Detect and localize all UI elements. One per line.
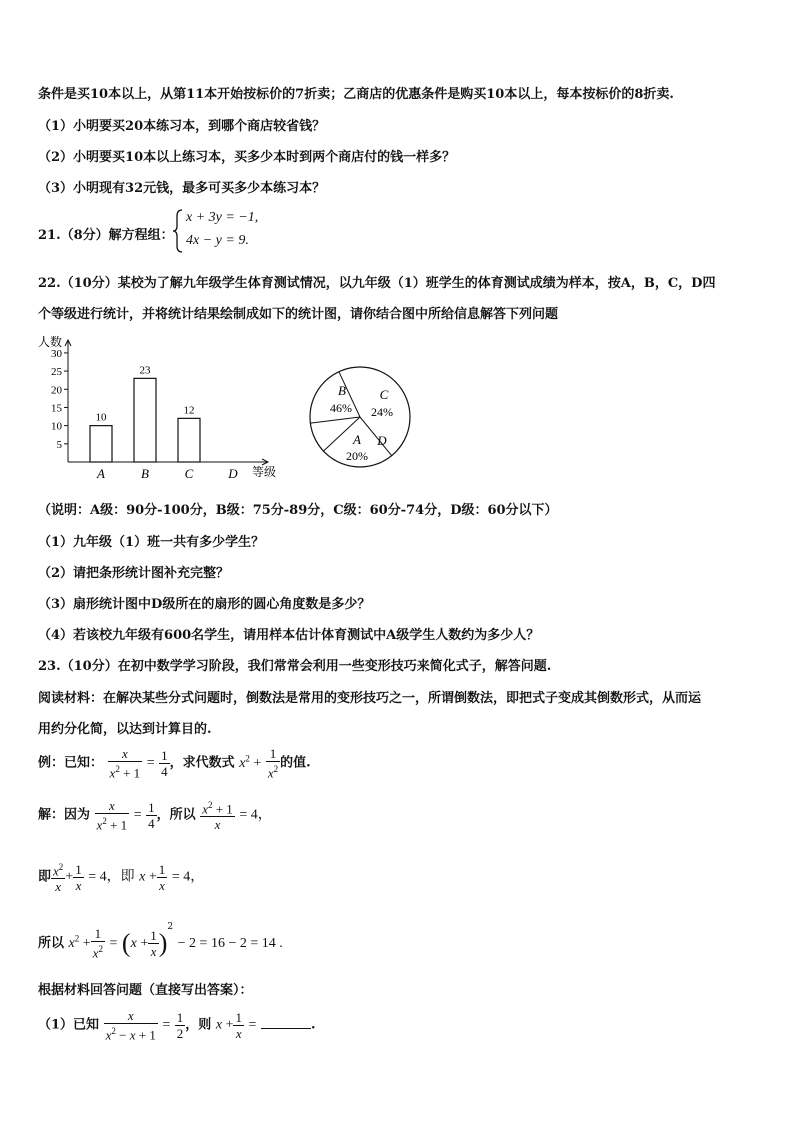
q22-part4: （4）若该校九年级有600名学生，请用样本估计体育测试中A级学生人数约为多少人？: [38, 628, 540, 643]
fraction-one-over-x2: $\frac{1}{x^2}$: [267, 746, 279, 781]
answer-intro: 根据材料回答问题（直接写出答案）：: [38, 983, 253, 998]
x-tick-label: D: [228, 466, 238, 481]
so-prefix: 所以: [38, 936, 65, 951]
left-brace: [172, 208, 184, 254]
bar-value-label: 12: [183, 404, 195, 417]
q22-part1: （1）九年级（1）班一共有多少学生？: [38, 535, 265, 550]
pie-chart: [305, 362, 415, 472]
intro-line: 条件是买10本以上，从第11本开始按标价的7折卖；乙商店的优惠条件是购买10本以上，每本按标价的8折卖.: [38, 87, 674, 102]
y-axis-label: 人数: [38, 335, 63, 349]
fraction-x-over-x2plus1: $\frac{x}{x^2 + 1}$: [96, 798, 128, 833]
q20-part2: （2）小明要买10本以上练习本，买多少本时到两个商店付的钱一样多？: [38, 150, 456, 165]
so-tail: − 2 = 16 − 2 = 14 .: [177, 936, 283, 951]
expr-x2: $x^2$ +: [239, 753, 262, 771]
y-tick-label: 20: [51, 384, 62, 397]
q20-part3: （3）小明现有32元钱，最多可买多少本练习本？: [38, 181, 326, 196]
pie-percent-C: 24%: [371, 405, 393, 419]
bar-A: [90, 426, 112, 462]
q22-line2: 个等级进行统计，并将统计结果绘制成如下的统计图，请你结合图中所给信息解答下列问题: [38, 307, 559, 322]
equals: =: [133, 807, 142, 823]
fraction-one-over-x: $\frac{1}{x}$: [235, 1009, 242, 1041]
bar-value-label: 23: [139, 364, 151, 377]
equation-system: [172, 208, 282, 254]
q23-line1: 23.（10分）在初中数学学习阶段，我们常常会利用一些变形技巧来简化式子，解答问题.: [38, 659, 552, 674]
equation-2: 4x − y = 9.: [186, 233, 249, 248]
x-tick-label: C: [184, 466, 194, 481]
right-paren: ): [158, 928, 168, 958]
fraction-one-over-x2: $\frac{1}{x^2}$: [92, 926, 103, 961]
fraction-x-over-x2-minus-x-plus1: $\frac{x}{x^2 - x + 1}$: [105, 1008, 156, 1043]
pie-percent-B: 46%: [330, 401, 352, 415]
example-line: [38, 746, 311, 780]
fraction-one-quarter: $\frac{1}{4}$: [161, 747, 168, 779]
solution-line: [38, 798, 272, 832]
y-tick-label: 30: [51, 347, 62, 360]
fraction-x2plus1-over-x: $\frac{x^2 + 1}{x}$: [202, 800, 233, 833]
bar-chart: [30, 330, 290, 485]
fraction-one-over-x: $\frac{1}{x}$: [150, 928, 157, 959]
q23-line2: 阅读材料：在解决某些分式问题时，倒数法是常用的变形技巧之一，所谓倒数法，即把式子变成其倒数形式，从而运: [38, 691, 702, 706]
q1-suffix: .: [310, 1017, 316, 1033]
pie-label-A: A: [353, 432, 361, 447]
example-suffix: 的值.: [280, 755, 311, 771]
q21-label: 21.（8分）解方程组：: [38, 228, 174, 243]
equals: =: [146, 755, 155, 771]
solution-prefix: 解：因为: [38, 807, 91, 823]
fraction-x-over-x2plus1: $\frac{x}{x^2 + 1}$: [109, 746, 141, 781]
solution-suffix: = 4，: [239, 807, 272, 823]
answer-blank[interactable]: [261, 1016, 311, 1029]
pie-label-D: D: [377, 433, 387, 448]
so-line: 所以 $x^2$ + $\frac{1}{x^2}$ = (x + $\frac{1}{x}$ )$^2$ − 2 = 16 − 2 = 14 .: [38, 922, 283, 961]
pie-percent-A: 20%: [346, 449, 368, 463]
x-tick-label: B: [141, 466, 149, 481]
q23-part1: （1）已知 $\frac{x}{x^2 - x + 1}$ = $\frac{1}{2}$ ，则 x + $\frac{1}{x}$ = .: [38, 1008, 316, 1043]
y-tick-label: 10: [51, 420, 62, 433]
fraction-one-quarter: $\frac{1}{4}$: [148, 799, 155, 831]
then-mid: = 4，即: [88, 869, 135, 885]
q22-part2: （2）请把条形统计图补充完整？: [38, 566, 230, 581]
exponent-2: 2: [167, 922, 174, 932]
y-tick-label: 15: [51, 402, 62, 415]
x-axis-label: 等级: [252, 465, 277, 479]
fraction-x2-over-x: $\frac{x^2}{x}$: [53, 862, 64, 895]
expr-x-plus: x +: [139, 869, 157, 885]
fraction-one-over-x: $\frac{1}{x}$: [158, 861, 166, 893]
x-tick-label: A: [97, 466, 105, 481]
y-tick-label: 25: [51, 366, 62, 379]
equation-1: x + 3y = −1,: [186, 210, 259, 225]
q1-prefix: （1）已知: [38, 1017, 100, 1033]
then-prefix: 即: [38, 869, 52, 885]
bar-C: [178, 418, 200, 462]
pie-label-B: B: [338, 383, 346, 398]
left-paren: (: [121, 928, 131, 958]
example-mid: ，求代数式: [169, 755, 235, 771]
expr-x2-plus: $x^2$ +: [68, 933, 91, 951]
q22-line1: 22.（10分）某校为了解九年级学生体育测试情况，以九年级（1）班学生的体育测试成绩为样本，按A，B，C，D四: [38, 276, 716, 291]
bar-B: [134, 378, 156, 462]
grade-note: （说明：A级：90分-100分，B级：75分-89分，C级：60分-74分，D级：60分以下）: [38, 503, 558, 518]
fraction-one-half: $\frac{1}{2}$: [176, 1009, 184, 1041]
example-prefix: 例：已知：: [38, 755, 104, 771]
bar-value-label: 10: [95, 411, 107, 424]
fraction-one-over-x: $\frac{1}{x}$: [75, 861, 82, 893]
q1-mid: ，则: [185, 1017, 212, 1033]
q20-part1: （1）小明要买20本练习本，到哪个商店较省钱？: [38, 119, 326, 134]
y-tick-label: 5: [56, 438, 62, 451]
then-suffix: = 4，: [171, 869, 205, 885]
pie-label-C: C: [379, 387, 389, 402]
then-line: 即 $\frac{x^2}{x}$ + $\frac{1}{x}$ = 4，即 x + $\frac{1}{x}$ = 4，: [38, 861, 205, 895]
q23-line3: 用约分化简，以达到计算目的.: [38, 722, 212, 737]
solution-mid: ，所以: [156, 807, 196, 823]
q22-part3: （3）扇形统计图中D级所在的扇形的圆心角度数是多少？: [38, 597, 371, 612]
